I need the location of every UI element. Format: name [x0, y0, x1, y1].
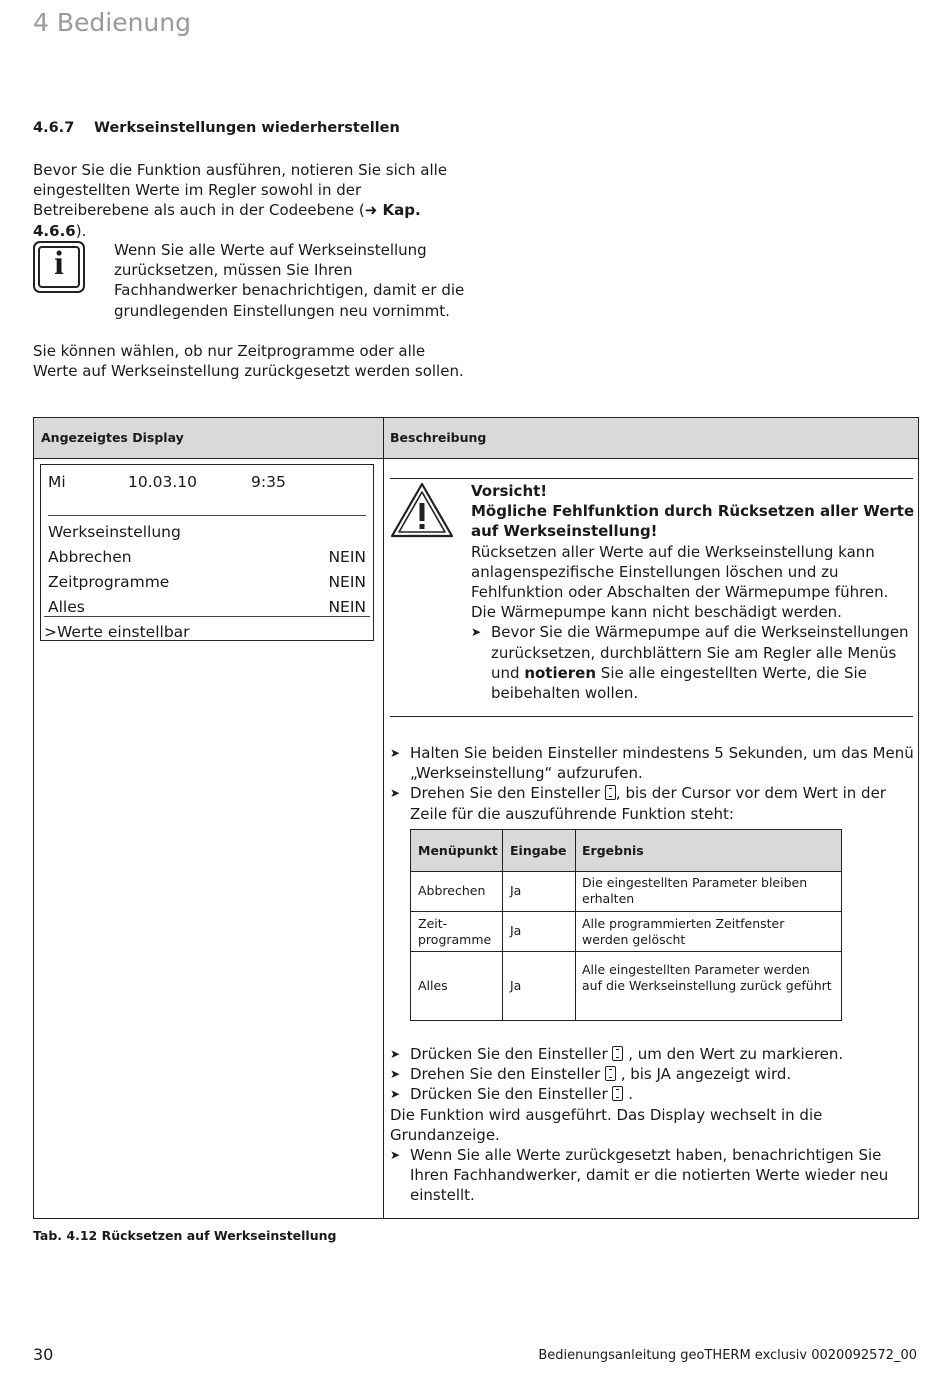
steps-list-2	[390, 1044, 916, 1206]
knob-icon	[605, 1066, 616, 1081]
step-item	[390, 783, 916, 823]
table-row-input: Ja	[510, 978, 522, 993]
section-title	[33, 120, 400, 136]
step-text: Drehen Sie den Einsteller	[410, 784, 605, 803]
knob-icon	[605, 785, 616, 800]
info-icon: i	[33, 241, 85, 293]
header-display: Angezeigtes Display	[41, 430, 184, 445]
step-item	[390, 1064, 916, 1084]
display-row	[48, 548, 366, 566]
table-row-result: Alle programmierten Zeitfenster werden gelöscht	[582, 916, 785, 947]
chapter-heading: 4 Bedienung	[33, 8, 191, 37]
knob-icon	[612, 1046, 623, 1061]
knob-icon	[612, 1086, 623, 1101]
table-row-result: Die eingestellten Parameter bleiben erhalten	[582, 875, 808, 906]
step-result: Die Funktion wird ausgeführt. Das Display wechselt in die Grundanzeige.	[390, 1105, 823, 1144]
bullet-text-end: Sie alle eingestellten Werte, die Sie beibehalten wollen.	[491, 663, 867, 703]
step-item: ➤ Halten Sie beiden Einsteller mindestens 5 Sekunden, um das Menü „Werkseinstellung“ aufzurufen.	[390, 743, 916, 783]
controller-display	[40, 464, 374, 641]
display-date: 10.03.10	[128, 473, 198, 491]
steps-list	[390, 743, 916, 824]
display-row-label: Alles	[48, 598, 85, 616]
warning-body-2: Die Wärmepumpe kann nicht beschädigt werden.	[471, 603, 842, 622]
intro-paragraph	[33, 160, 473, 241]
display-row-value: NEIN	[328, 548, 366, 566]
table-row-input: Ja	[510, 923, 522, 938]
header-description: Beschreibung	[390, 430, 487, 445]
bullet-text: Bevor Sie die Wärmepumpe auf die Werkseinstellungen zurücksetzen, durchblättern Sie am Regler alle Menüs und	[491, 623, 909, 682]
warning-triangle-icon	[390, 481, 454, 539]
table-row-input: Ja	[510, 883, 522, 898]
warning-text	[471, 481, 916, 703]
step-text-end: .	[623, 1085, 633, 1104]
warning-top-rule	[390, 478, 913, 479]
table-row-menu: Alles	[418, 978, 448, 993]
display-row	[48, 573, 366, 591]
display-row-label: Zeitprogramme	[48, 573, 170, 591]
warning-body: Rücksetzen aller Werte auf die Werkseinstellung kann anlagenspezifische Einstellungen löschen und zu Fehlfunktion oder Abschalten der Wärmepumpe führen.	[471, 542, 889, 602]
options-header-result: Ergebnis	[582, 843, 644, 858]
options-header-menu: Menüpunkt	[418, 843, 498, 858]
warning-bullet	[471, 622, 916, 703]
display-row-value: NEIN	[328, 573, 366, 591]
section-title-text: Werkseinstellungen wiederherstellen	[94, 120, 400, 136]
table-caption: Tab. 4.12 Rücksetzen auf Werkseinstellung	[33, 1228, 337, 1243]
options-header-input: Eingabe	[510, 843, 567, 858]
page-footer: Bedienungsanleitung geoTHERM exclusiv 0020092572_00	[538, 1348, 917, 1363]
step-text-end: , bis JA angezeigt wird.	[615, 1065, 792, 1084]
step-item	[390, 1084, 916, 1104]
choice-paragraph: Sie können wählen, ob nur Zeitprogramme oder alle Werte auf Werkseinstellung zurückgesetzt werden sollen.	[33, 342, 464, 381]
bullet-bold: notieren	[524, 663, 597, 682]
warning-heading: Vorsicht!	[471, 482, 548, 500]
warning-bottom-rule	[390, 716, 913, 717]
display-row-label: Abbrechen	[48, 548, 132, 566]
intro-text: Bevor Sie die Funktion ausführen, notieren Sie sich alle eingestellten Werte im Regler sowohl in der Betreiberebene als auch in der Codeebene (	[33, 161, 448, 220]
table-row-menu: Zeit-programme	[418, 916, 492, 947]
display-title: Werkseinstellung	[48, 523, 181, 541]
display-time: 9:35	[251, 473, 286, 491]
table-row-menu: Abbrechen	[418, 883, 486, 898]
step-text: Drücken Sie den Einsteller	[410, 1085, 613, 1104]
step-item	[390, 1044, 916, 1064]
table-row-result: Alle eingestellten Parameter werden auf die Werkseinstellung zurück geführt	[582, 962, 832, 993]
display-row-value: NEIN	[328, 598, 366, 616]
menu-options-table	[410, 829, 842, 1021]
step-item: ➤ Wenn Sie alle Werte zurückgesetzt haben, benachrichtigen Sie Ihren Fachhandwerker, damit er die notierten Werte wieder neu einstellt.	[390, 1145, 916, 1206]
step-text-end: , bis der Cursor vor dem Wert in der Zeile für die auszuführende Funktion steht:	[410, 784, 886, 823]
info-note: Wenn Sie alle Werte auf Werkseinstellung zurücksetzen, müssen Sie Ihren Fachhandwerker benachrichtigen, damit er die grundlegenden Einstellungen neu vornimmt.	[114, 241, 465, 320]
display-row	[48, 598, 366, 616]
section-number: 4.6.7	[33, 120, 75, 136]
intro-end: ).	[75, 221, 87, 240]
step-text-end: , um den Wert zu markieren.	[623, 1045, 844, 1063]
page-number: 30	[33, 1345, 54, 1364]
step-text: Drehen Sie den Einsteller	[410, 1065, 605, 1084]
warning-subheading: Mögliche Fehlfunktion durch Rücksetzen aller Werte auf Werkseinstellung!	[471, 502, 915, 541]
display-day: Mi	[48, 473, 66, 491]
step-text: Drücken Sie den Einsteller	[410, 1045, 613, 1063]
display-footer: >Werte einstellbar	[44, 623, 190, 641]
chapter-reference-link[interactable]: ➜ Kap. 4.6.6	[33, 201, 421, 240]
